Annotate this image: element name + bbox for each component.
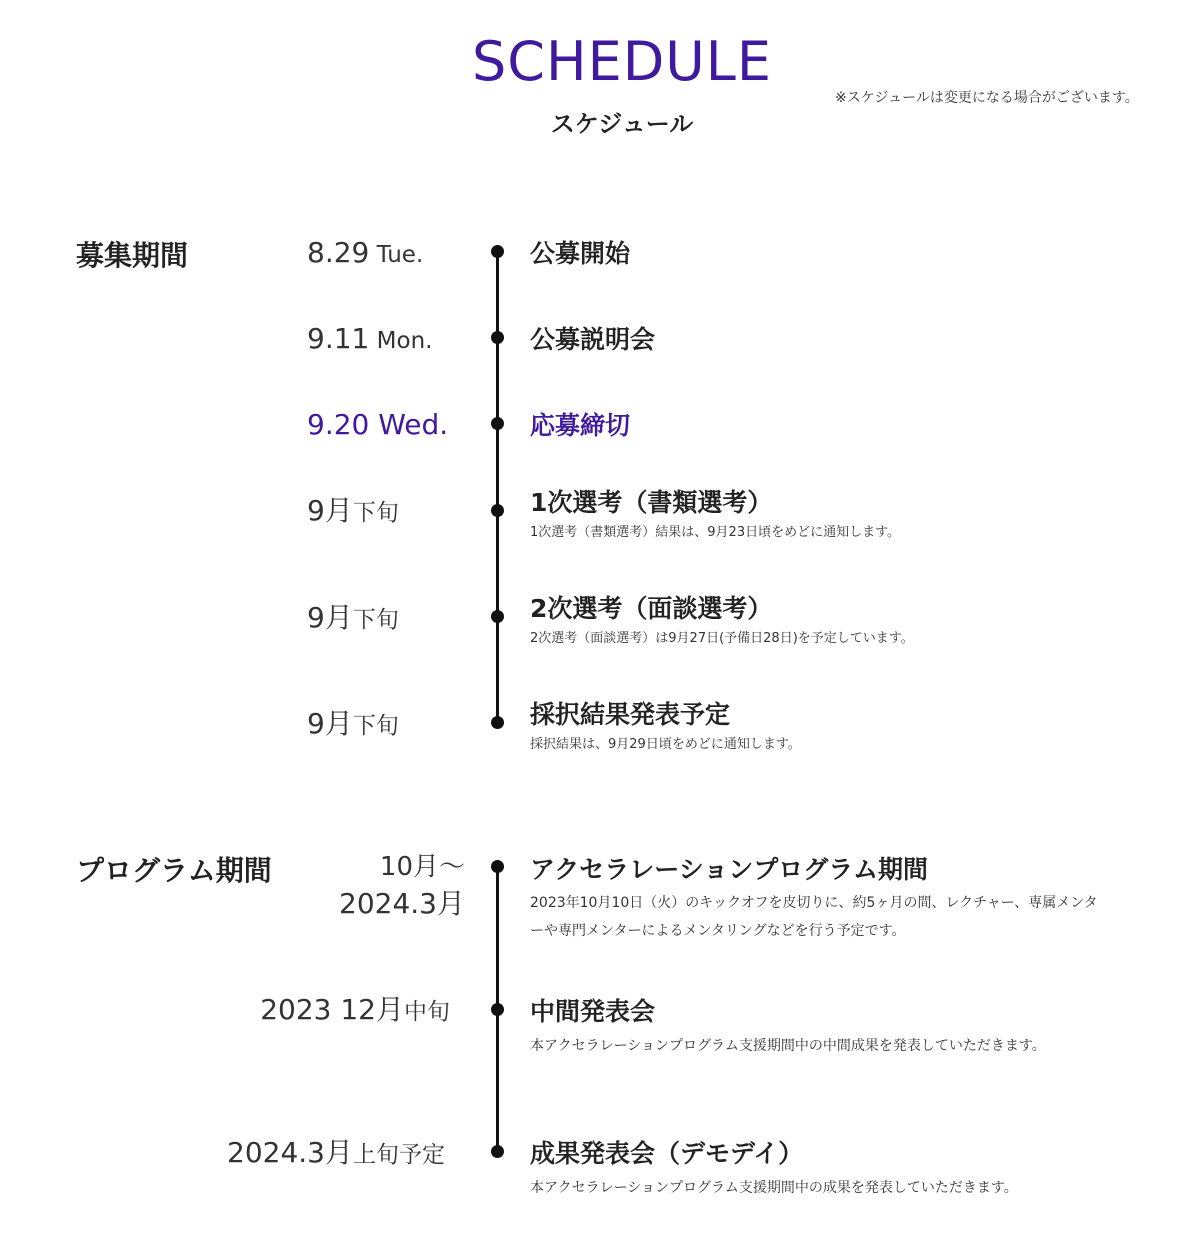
event-title-midterm: 中間発表会 (530, 997, 656, 1026)
event-title-kobo-start: 公募開始 (530, 239, 631, 268)
timeline-dot (491, 610, 504, 623)
event-date: 8.29 Tue. (307, 236, 424, 269)
event-desc: 本アクセラレーションプログラム支援期間中の成果を発表していただきます。 (530, 1180, 1018, 1196)
event-date-range: 10月〜 2024.3月 (339, 852, 465, 921)
timeline-dot (491, 331, 504, 344)
event-desc: 採択結果は、9月29日頃をめどに通知します。 (530, 737, 801, 752)
event-title-briefing: 公募説明会 (530, 325, 656, 354)
timeline-dot (491, 1145, 504, 1158)
timeline-dot (491, 716, 504, 729)
timeline-dot (491, 245, 504, 258)
event-date: 9月下旬 (307, 494, 399, 527)
event-date: 9.11 Mon. (307, 322, 433, 355)
page-subtitle: スケジュール (550, 110, 694, 138)
section-label-recruitment: 募集期間 (76, 239, 189, 272)
section-label-program: プログラム期間 (76, 854, 272, 887)
page-title: SCHEDULE (471, 30, 773, 93)
event-title-deadline: 応募締切 (530, 411, 631, 440)
timeline-dot (491, 860, 504, 873)
event-desc: 2次選考（面談選考）は9月27日(予備日28日)を予定しています。 (530, 631, 914, 646)
event-date-deadline: 9.20 Wed. (307, 408, 449, 441)
event-date: 9月下旬 (307, 707, 399, 740)
timeline-dot (491, 504, 504, 517)
event-title-results: 採択結果発表予定 (530, 700, 731, 729)
event-title-program: アクセラレーションプログラム期間 (530, 855, 929, 884)
event-date: 2023 12月中旬 (260, 993, 450, 1026)
schedule-change-note: ※スケジュールは変更になる場合がございます。 (835, 90, 1139, 106)
event-date: 2024.3月上旬予定 (227, 1136, 445, 1169)
timeline-line-recruitment (496, 251, 499, 723)
event-desc: 2023年10月10日（火）のキックオフを皮切りに、約5ヶ月の間、レクチャー、専属メンターや専門メンターによるメンタリングなどを行う予定です。 (530, 895, 1098, 939)
event-desc: 本アクセラレーションプログラム支援期間中の中間成果を発表していただきます。 (530, 1038, 1046, 1054)
event-title-demoday: 成果発表会（デモデイ） (530, 1139, 804, 1168)
timeline-dot (491, 417, 504, 430)
event-title-second-screening: 2次選考（面談選考） (530, 594, 773, 623)
event-title-first-screening: 1次選考（書類選考） (530, 488, 773, 517)
timeline-dot (491, 1003, 504, 1016)
event-desc: 1次選考（書類選考）結果は、9月23日頃をめどに通知します。 (530, 525, 901, 540)
event-date: 9月下旬 (307, 601, 399, 634)
